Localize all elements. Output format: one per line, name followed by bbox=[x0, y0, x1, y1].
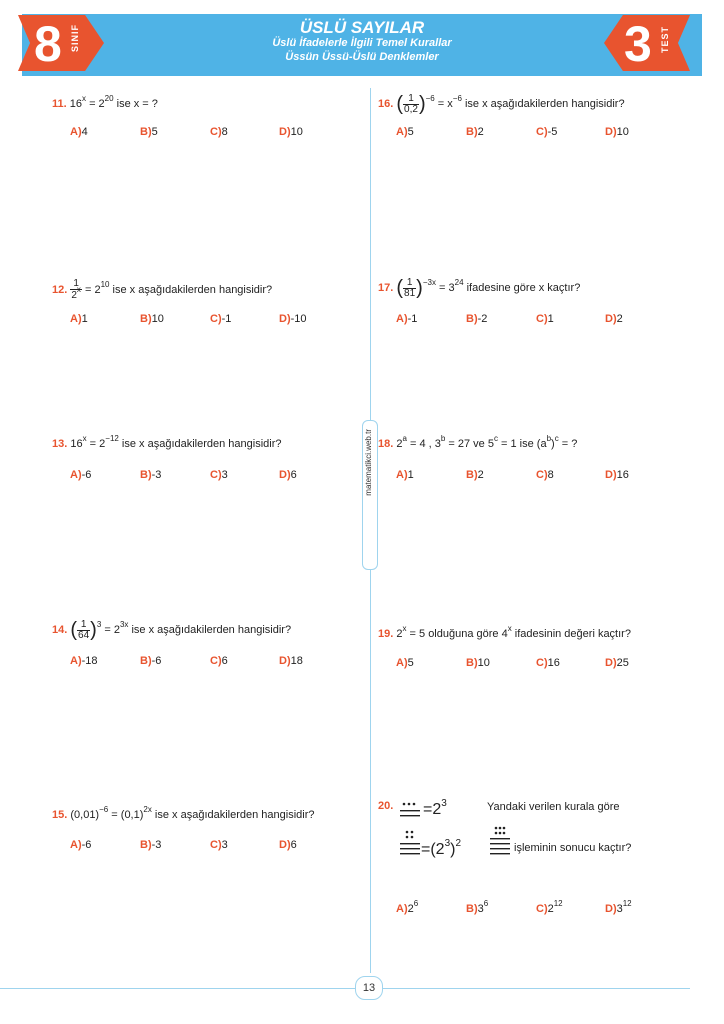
dot-symbol-1-icon bbox=[399, 802, 425, 820]
q-text: ise x = ? bbox=[113, 98, 158, 110]
page-subtitle-1: Üslü İfadelerle İlgili Temel Kurallar bbox=[272, 37, 452, 49]
test-number: 3 bbox=[624, 16, 652, 72]
option-b[interactable]: B)5 bbox=[140, 126, 158, 138]
question-11 bbox=[52, 94, 158, 111]
option-c[interactable]: C)-5 bbox=[536, 126, 558, 138]
q-text: = 3 bbox=[439, 281, 455, 294]
test-label: TEST bbox=[660, 26, 670, 54]
footer-line-left bbox=[0, 988, 355, 989]
question-number: 20. bbox=[378, 800, 394, 812]
site-watermark bbox=[362, 420, 378, 570]
q-text: ifadesine göre x kaçtır? bbox=[463, 281, 581, 294]
q-exponent: 3 bbox=[96, 619, 102, 629]
site-text: matematikci.web.tr bbox=[364, 429, 373, 496]
option-b[interactable]: B)-6 bbox=[140, 655, 162, 667]
question-19: 19. $2^x = 5$ olduğuna göre 4$^x$ ifadesinin değeri kaçtır? bbox=[378, 624, 631, 640]
q-text: = 2 bbox=[104, 623, 120, 636]
option-c[interactable]: C)8 bbox=[536, 469, 554, 481]
question-20 bbox=[378, 800, 393, 813]
option-d[interactable]: D)6 bbox=[279, 469, 297, 481]
q20-tail: işleminin sonucu kaçtır? bbox=[514, 842, 632, 854]
question-14: 14. ( $\frac{1}{64}$ )$^3 = 2^{3x}$ ise x aşağıdakilerden hangisidir? bbox=[52, 618, 292, 641]
q-text: = 2 bbox=[89, 98, 105, 110]
option-b[interactable]: B)2 bbox=[466, 126, 484, 138]
q-exponent: x bbox=[82, 94, 86, 103]
question-number: 18. bbox=[378, 438, 394, 450]
q-text: = x bbox=[437, 97, 453, 110]
question-number: 11. bbox=[52, 98, 67, 110]
option-d[interactable]: D)25 bbox=[605, 657, 629, 669]
q-text: 16 bbox=[69, 98, 82, 110]
option-c[interactable]: C)8 bbox=[210, 126, 228, 138]
rule-text: Yandaki verilen kurala göre bbox=[487, 801, 620, 813]
question-12 bbox=[52, 279, 272, 301]
option-a[interactable]: A)-18 bbox=[70, 655, 98, 667]
option-c[interactable]: $C)2^{12}$ bbox=[536, 899, 563, 915]
grade-number: 8 bbox=[34, 16, 62, 72]
q-text: ise x aşağıdakilerden hangisidir? bbox=[151, 809, 315, 821]
option-a[interactable]: A)1 bbox=[70, 313, 88, 325]
fraction: $\frac{1}{0,2}$ bbox=[404, 92, 418, 115]
q-text: ise x aşağıdakilerden hangisidir? bbox=[118, 438, 282, 450]
dot-symbol-3-icon bbox=[489, 826, 511, 858]
q-text: = 2 bbox=[84, 283, 101, 296]
option-a[interactable]: A)-1 bbox=[396, 313, 418, 325]
grade-label: SINIF bbox=[70, 24, 80, 53]
option-a[interactable]: A)4 bbox=[70, 126, 88, 138]
question-18: 18. $2^a = 4$ , $3^b = 27$ ve $5^c = 1$ ise $(a^b)^c$ = ? bbox=[378, 434, 578, 450]
option-c[interactable]: C)-1 bbox=[210, 313, 232, 325]
option-d[interactable]: D)-10 bbox=[279, 313, 307, 325]
fraction: $\frac{1}{2^x}$ bbox=[71, 278, 81, 301]
dot-symbol-2-icon bbox=[399, 830, 421, 860]
question-number: 17. bbox=[378, 281, 394, 294]
option-a[interactable]: A)-6 bbox=[70, 469, 92, 481]
footer-line-right bbox=[383, 988, 690, 989]
page-title: ÜSLÜ SAYILAR bbox=[299, 18, 425, 37]
option-d[interactable]: D)10 bbox=[279, 126, 303, 138]
option-b[interactable]: B)-3 bbox=[140, 839, 162, 851]
option-a[interactable]: $A)2^6$ bbox=[396, 899, 419, 915]
option-b[interactable]: B)-2 bbox=[466, 313, 488, 325]
q-exponent: −3x bbox=[422, 277, 436, 287]
option-a[interactable]: A)-6 bbox=[70, 839, 92, 851]
q-text: (0,01) bbox=[70, 809, 100, 821]
option-d[interactable]: $D)3^{12}$ bbox=[605, 899, 632, 915]
q-exponent: 10 bbox=[100, 279, 110, 289]
question-16: 16. ( $\frac{1}{0,2}$ )$^{-6} = x^{-6}$ ise x aşağıdakilerden hangisidir? bbox=[378, 92, 625, 115]
fraction: $\frac{1}{64}$ bbox=[78, 618, 90, 641]
option-a[interactable]: A)1 bbox=[396, 469, 414, 481]
option-c[interactable]: C)1 bbox=[536, 313, 554, 325]
q-text: ise x aşağıdakilerden hangisidir? bbox=[128, 623, 292, 636]
option-d[interactable]: D)16 bbox=[605, 469, 629, 481]
rule-line-1: $=2^3$ bbox=[423, 798, 447, 818]
option-b[interactable]: $B)3^6$ bbox=[466, 899, 489, 915]
option-a[interactable]: A)5 bbox=[396, 126, 414, 138]
fraction: $\frac{1}{81}$ bbox=[404, 276, 416, 299]
question-number: 19. bbox=[378, 628, 394, 640]
question-number: 13. bbox=[52, 438, 68, 450]
question-15 bbox=[52, 805, 315, 822]
option-d[interactable]: D)2 bbox=[605, 313, 623, 325]
q-exponent: −6 bbox=[99, 805, 109, 814]
page-subtitle-2: Üssün Üssü-Üslü Denklemler bbox=[285, 51, 439, 63]
option-d[interactable]: D)18 bbox=[279, 655, 303, 667]
question-number: 12. bbox=[52, 283, 68, 296]
q-text: 16 bbox=[70, 438, 83, 450]
option-b[interactable]: B)-3 bbox=[140, 469, 162, 481]
q-exponent: x bbox=[82, 434, 87, 443]
rule-line-2: $=(2^3)^2$ bbox=[421, 838, 462, 858]
option-b[interactable]: B)10 bbox=[140, 313, 164, 325]
q-exponent: 2x bbox=[143, 805, 152, 814]
option-d[interactable]: D)6 bbox=[279, 839, 297, 851]
q-exponent: −6 bbox=[425, 93, 435, 103]
q-exponent: −12 bbox=[105, 434, 119, 443]
option-b[interactable]: B)2 bbox=[466, 469, 484, 481]
q-text: = (0,1) bbox=[111, 809, 144, 821]
option-a[interactable]: A)5 bbox=[396, 657, 414, 669]
page-number: 13 bbox=[355, 976, 383, 1000]
q-exponent: −6 bbox=[452, 93, 462, 103]
q-exponent: 3x bbox=[119, 619, 129, 629]
option-b[interactable]: B)10 bbox=[466, 657, 490, 669]
question-17: 17. ( $\frac{1}{81}$ )$^{-3x} = 3^{24}$ ifadesine göre x kaçtır? bbox=[378, 276, 581, 299]
q-text: ise x aşağıdakilerden hangisidir? bbox=[109, 283, 273, 296]
question-number: 14. bbox=[52, 623, 68, 636]
option-c[interactable]: C)3 bbox=[210, 469, 228, 481]
question-number: 16. bbox=[378, 97, 394, 110]
option-d[interactable]: D)10 bbox=[605, 126, 629, 138]
q-text: = 2 bbox=[89, 438, 106, 450]
question-13 bbox=[52, 434, 282, 451]
q-text: ise x aşağıdakilerden hangisidir? bbox=[461, 97, 625, 110]
option-c[interactable]: C)6 bbox=[210, 655, 228, 667]
option-c[interactable]: C)3 bbox=[210, 839, 228, 851]
option-c[interactable]: C)16 bbox=[536, 657, 560, 669]
q-exponent: 24 bbox=[454, 277, 464, 287]
question-number: 15. bbox=[52, 809, 68, 821]
q-exponent: 20 bbox=[104, 94, 114, 103]
